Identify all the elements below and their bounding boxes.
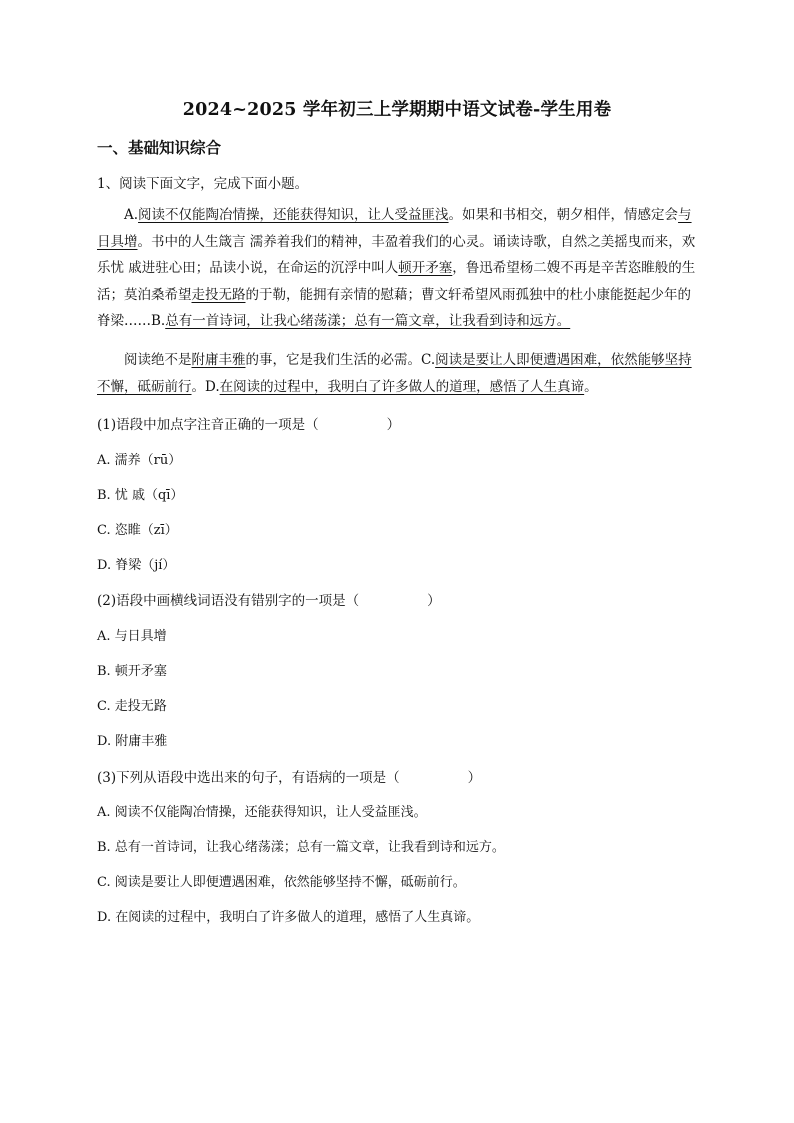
option-1b[interactable]: B. 忧 戚（qī） [97,488,184,503]
question-stem-text: (3)下列从语段中选出来的句子，有语病的一项是（ [97,770,400,786]
underlined-word: 顿开矛塞 [398,260,453,276]
paren-close: ） [386,417,401,433]
question-stem-3 [97,766,481,786]
question-stem-2 [97,589,441,609]
passage-text: 。如果和书相交，朝夕相伴，情感定会 [448,207,679,223]
underlined-sentence-b: 总有一首诗词，让我心绪荡漾；总有一篇文章，让我看到诗和远方。 [165,313,571,329]
option-3c[interactable]: C. 阅读是要让人即便遭遇困难，依然能够坚持不懈，砥砺前行。 [97,875,466,890]
passage-text: 的于勒，能拥有亲情的慰藉；曹文轩希望风雨孤独中的杜小康能挺起少年的 脊梁……B. [97,286,691,329]
option-3a[interactable]: A. 阅读不仅能陶冶情操，还能获得知识，让人受益匪浅。 [97,805,427,820]
underlined-sentence-a: 阅读不仅能陶冶情操，还能获得知识，让人受益匪浅 [138,207,449,223]
paren-close: ） [427,593,441,609]
passage-text: ，鲁迅希望杨二嫂不再是辛苦恣睢般的生活；莫泊桑希望 [97,260,696,303]
passage-text: 。 [584,378,598,395]
passage-text: 的事，它是我们生活的必需。C. [245,352,436,368]
passage-text: 。书中的人生箴言 濡养着我们的精神，丰盈着我们的心灵。诵读诗歌，自然之美摇曳而来，欢乐忧 戚进驻心田；品读小说，在命运的沉浮中叫人 [97,233,696,276]
passage-paragraph-2 [97,347,702,400]
option-2c[interactable]: C. 走投无路 [97,699,167,714]
section-heading: 一、基础知识综合 [97,138,222,157]
question-stem-text: (2)语段中画横线词语没有错别字的一项是（ [97,593,360,609]
underlined-word: 附庸丰雅 [191,352,246,368]
underlined-sentence-d: 在阅读的过程中，我明白了许多做人的道理，感悟了人生真谛 [219,378,585,395]
passage-paragraph-1 [97,202,702,335]
passage-text: A. [124,207,139,223]
passage-text: 。D. [191,378,220,395]
option-3d[interactable]: D. 在阅读的过程中，我明白了许多做人的道理，感悟了人生真谛。 [97,910,480,925]
option-1a[interactable]: A. 濡养（rū） [97,453,182,468]
paren-close: ） [467,770,482,786]
question-intro: 1、阅读下面文字，完成下面小题。 [97,176,309,192]
option-2a[interactable]: A. 与日具增 [97,629,167,644]
underlined-sentence-c: 阅读是要让人即便遭遇困难，依然能够坚持不懈，砥砺前行 [97,352,692,395]
option-1c[interactable]: C. 恣睢（zī） [97,523,178,538]
option-1d[interactable]: D. 脊梁（jí） [97,558,176,573]
question-stem-text: (1)语段中加点字注音正确的一项是（ [97,417,319,433]
option-2b[interactable]: B. 顿开矛塞 [97,664,167,679]
option-3b[interactable]: B. 总有一首诗词，让我心绪荡漾；总有一篇文章，让我看到诗和远方。 [97,840,505,855]
question-stem-1 [97,413,400,433]
passage-text: 阅读绝不是 [124,352,192,368]
underlined-word: 与日具增 [97,207,692,250]
page-title: 2024~2025 学年初三上学期期中语文试卷-学生用卷 [182,100,612,120]
option-2d[interactable]: D. 附庸丰雅 [97,734,168,749]
underlined-word: 走投无路 [191,286,246,303]
